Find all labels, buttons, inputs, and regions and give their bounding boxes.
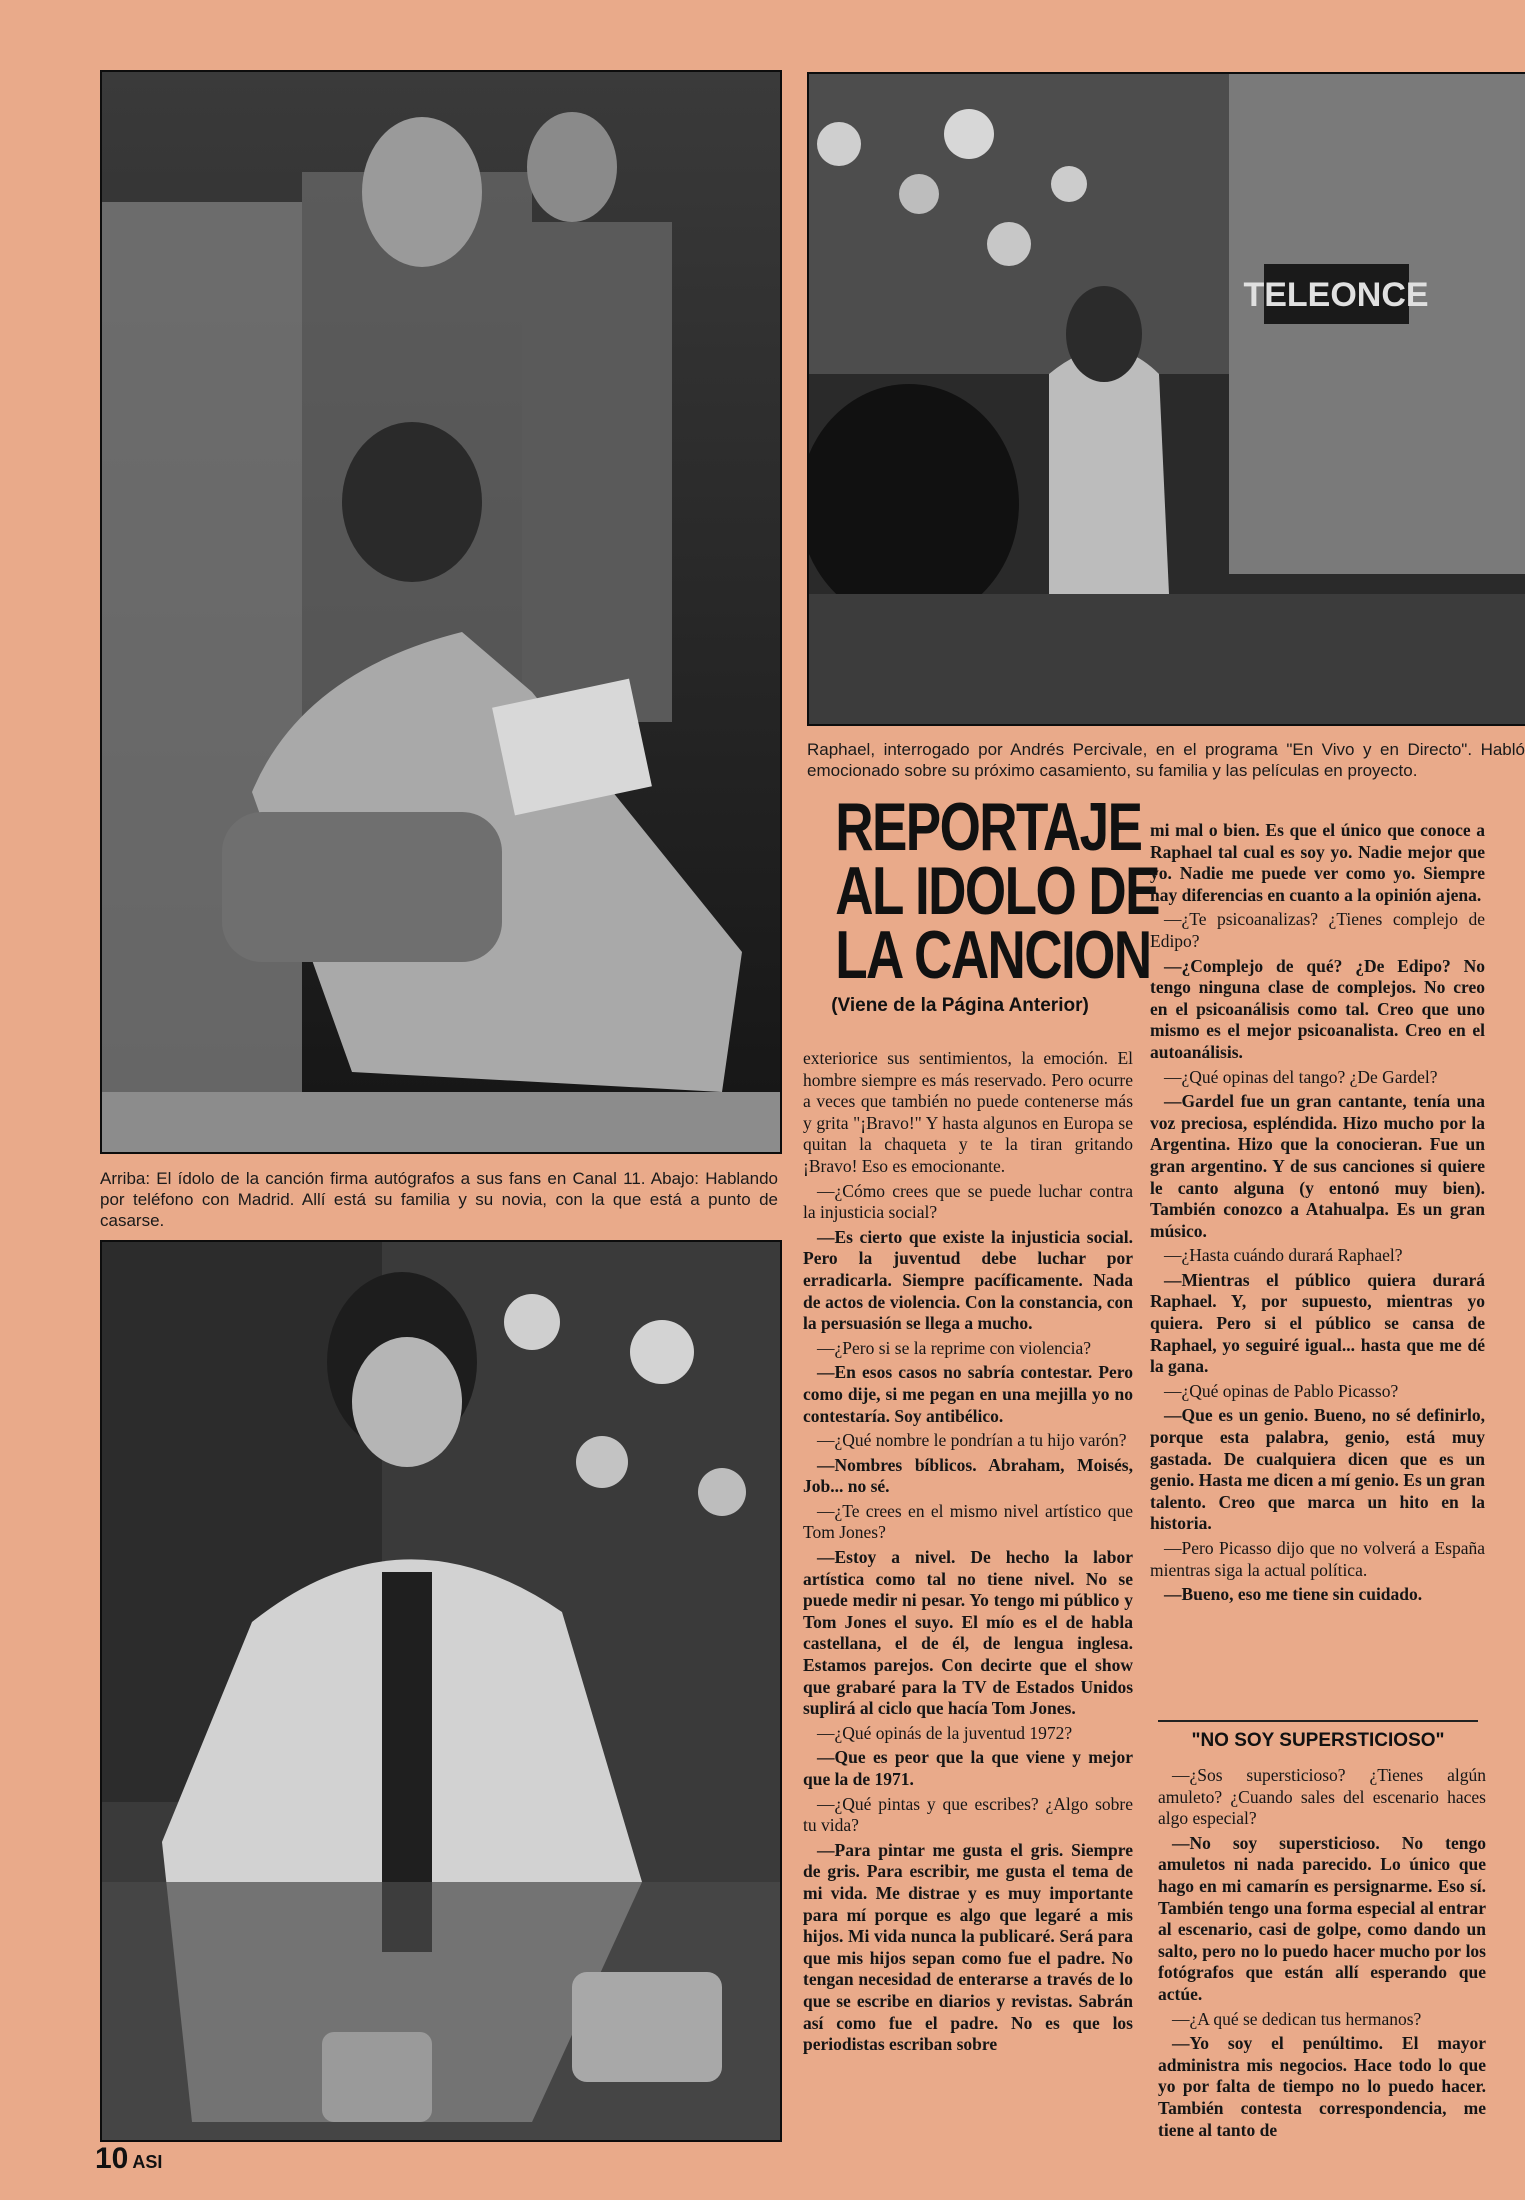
- paragraph: —Que es un genio. Bueno, no sé definirlo, porque esta palabra, genio, está muy gastada. De cualquiera dicen que es un genio. Hasta me dicen a mí genio. Es un gran talento. Creo que marca un hito en la historia.: [1150, 1405, 1485, 1534]
- magazine-name: ASI: [132, 2152, 163, 2172]
- caption-tv-interview: Raphael, interrogado por Andrés Percivale, en el programa "En Vivo y en Directo". Habló emocionado sobre su próximo casamiento, su familia y las películas en proyecto.: [807, 740, 1525, 780]
- paragraph: —Yo soy el penúltimo. El mayor administra mis negocios. Hace todo lo que yo por falta de tiempo no lo puedo hacer. También contesta correspondencia, me tiene al tanto de: [1158, 2033, 1486, 2140]
- paragraph: —Mientras el público quiera durará Raphael. Y, por supuesto, mientras yo quiera. Pero si el público se cansa de Raphael, yo seguiré igual... hasta que me dé la gana.: [1150, 1269, 1485, 1377]
- paragraph: —¿Te psicoanalizas? ¿Tienes complejo de Edipo?: [1150, 909, 1485, 951]
- paragraph: —Para pintar me gusta el gris. Siempre de gris. Para escribir, me gusta el tema de mi vida. Me distrae y es muy importante para mí porque es algo que legaré a mis hijos. Mi vida nunca la publicaré. Será para que mis hijos sepan como fue el padre. No tengan necesidad de enterarse a través de lo que se escribe en diarios y revistas. Sabrán así como fue el padre. No es que los periodistas escriban sobre: [803, 1839, 1133, 2055]
- paragraph: —Pero Picasso dijo que no volverá a España mientras siga la actual política.: [1150, 1538, 1485, 1580]
- page-footer: [95, 2142, 162, 2176]
- caption-left-photos: Arriba: El ídolo de la canción firma autógrafos a sus fans en Canal 11. Abajo: Hablando por teléfono con Madrid. Allí está su familia y su novia, con la que está a punto de casarse.: [100, 1169, 778, 1230]
- article-column-1: [803, 1048, 1133, 2059]
- paragraph: —¿Qué opinas del tango? ¿De Gardel?: [1164, 1066, 1438, 1087]
- paragraph: —Bueno, eso me tiene sin cuidado.: [1164, 1584, 1423, 1605]
- paragraph: —¿Qué pintas y que escribes? ¿Algo sobre tu vida?: [803, 1793, 1133, 1836]
- continued-note: (Viene de la Página Anterior): [831, 995, 1089, 1016]
- photo-tv-interview: [807, 72, 1525, 726]
- article-column-2: [1150, 820, 1485, 1609]
- photo-autographs-image: [102, 72, 780, 1152]
- paragraph: —Gardel fue un gran cantante, tenía una voz preciosa, espléndida. Hizo mucho por la Argentina. Hizo que la conocieran. Fue un gran argentino. Y de sus canciones si quiere le canto alguna (y entonó muy bien). También conozco a Atahualpa. Es un gran músico.: [1150, 1091, 1485, 1241]
- photo-tv-interview-image: [809, 74, 1525, 724]
- paragraph: —¿Sos supersticioso? ¿Tienes algún amuleto? ¿Cuando sales del escenario haces algo especial?: [1158, 1765, 1486, 1829]
- paragraph: —¿Cómo crees que se puede luchar contra la injusticia social?: [803, 1180, 1133, 1223]
- paragraph: —Estoy a nivel. De hecho la labor artística como tal no tiene nivel. No se puede medir ni pesar. Yo tengo mi público y Tom Jones el suyo. El mío es el de habla castellana, el de él, de lengua inglesa. Estamos parejos. Con decirte que el show que grabaré para la TV de Estados Unidos suplirá al ciclo que hacía Tom Jones.: [803, 1547, 1133, 1719]
- photo-autographs: [100, 70, 782, 1154]
- paragraph: —Es cierto que existe la injusticia social. Pero la juventud debe luchar por erradicarla. Siempre pacíficamente. Nada de actos de violencia. Con la constancia, con la persuasión se llega a mucho.: [803, 1226, 1133, 1334]
- paragraph: —Nombres bíblicos. Abraham, Moisés, Job... no sé.: [803, 1454, 1133, 1497]
- paragraph: exteriorice sus sentimientos, la emoción. El hombre siempre es más reservado. Pero ocurre a veces que también no puede contenerse más y grita "¡Bravo!" Y hasta algunos en Europa se quitan la chaqueta y te la tiran gritando ¡Bravo! Eso es emocionante.: [803, 1048, 1133, 1176]
- paragraph: —¿Qué opinas de Pablo Picasso?: [1164, 1380, 1399, 1401]
- paragraph: —¿Te crees en el mismo nivel artístico que Tom Jones?: [803, 1500, 1133, 1543]
- paragraph: —¿Hasta cuándo durará Raphael?: [1164, 1245, 1403, 1266]
- paragraph: —¿Pero si se la reprime con violencia?: [817, 1337, 1092, 1358]
- page-number: 10: [95, 2142, 129, 2175]
- headline-line-3: LA CANCION: [835, 917, 1151, 993]
- camera-sign: TELEONCE: [1243, 276, 1429, 314]
- paragraph: —¿Qué opinás de la juventud 1972?: [817, 1722, 1073, 1743]
- box-text: [1158, 1765, 1486, 2144]
- paragraph: —En esos casos no sabría contestar. Pero como dije, si me pegan en una mejilla yo no contestaría. Soy antibélico.: [803, 1362, 1133, 1426]
- paragraph: mi mal o bien. Es que el único que conoce a Raphael tal cual es soy yo. Nadie mejor que yo. Nadie me puede ver como yo. Siempre hay diferencias en cuanto a la opinión ajena.: [1150, 820, 1485, 905]
- paragraph: —¿Qué nombre le pondrían a tu hijo varón?: [817, 1430, 1127, 1451]
- paragraph: —¿A qué se dedican tus hermanos?: [1172, 2008, 1422, 2029]
- article-headline: [800, 789, 1159, 1017]
- paragraph: —No soy supersticioso. No tengo amuletos ni nada parecido. Lo único que hago en mi camarín es persignarme. Eso sí. También tengo una forma especial al entrar al escenario, casi de golpe, como dando un salto, pero no lo puedo hacer mucho por los fotógrafos que están allí esperando que actúe.: [1158, 1832, 1486, 2004]
- paragraph: —¿Complejo de qué? ¿De Edipo? No tengo ninguna clase de complejos. No creo en el psicoanálisis como tal. Creo que uno mismo es el mejor psicoanalista. Creo en el autoanálisis.: [1150, 955, 1485, 1062]
- box-title: "NO SOY SUPERSTICIOSO": [1158, 1720, 1478, 1752]
- photo-telephone: [100, 1240, 782, 2142]
- headline-line-1: REPORTAJE: [835, 789, 1142, 865]
- headline-line-2: AL IDOLO DE: [835, 853, 1159, 929]
- paragraph: —Que es peor que la que viene y mejor que la de 1971.: [803, 1747, 1133, 1789]
- photo-telephone-image: [102, 1242, 780, 2140]
